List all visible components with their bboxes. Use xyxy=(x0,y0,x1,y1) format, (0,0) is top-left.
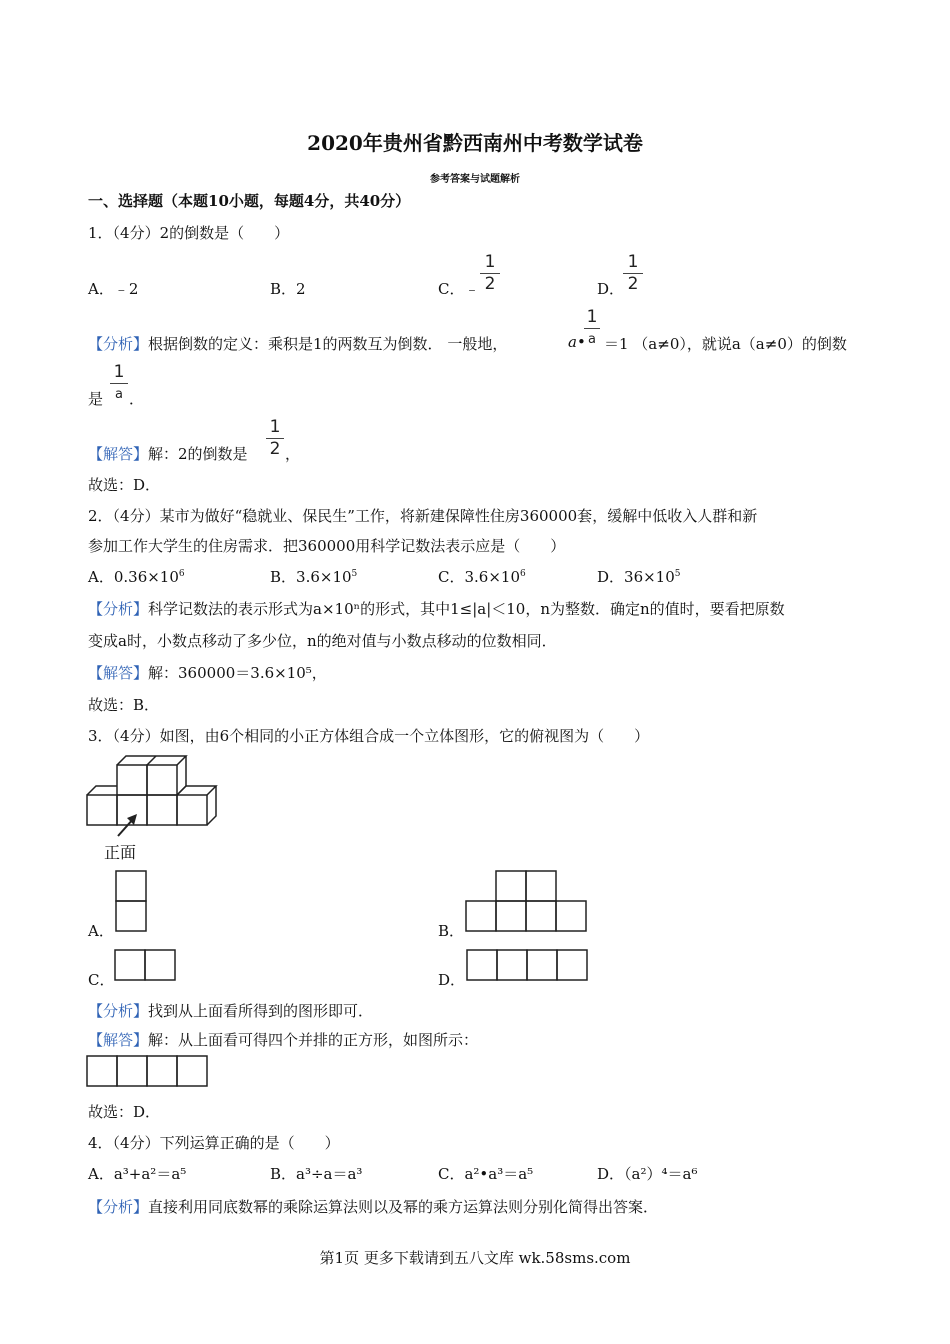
q2-stem-2: 参加工作大学生的住房需求．把360000用科学记数法表示应是（ ） xyxy=(88,537,566,555)
q3-option-c-figure xyxy=(114,949,176,981)
section-heading: 一、选择题（本题10小题，每题4分，共40分） xyxy=(88,192,411,210)
q3-analysis: 【分析】找到从上面看所得到的图形即可． xyxy=(88,1002,374,1020)
q2-option-c: C．$3.6\times 10^6$ xyxy=(438,568,526,586)
q4-option-a: A．a³+a²＝a⁵ xyxy=(88,1165,187,1183)
q2-option-d: D．$36\times 10^5$ xyxy=(597,568,681,586)
answer-tag: 【解答】 xyxy=(88,445,149,463)
q2-analysis-1: 【分析】科学记数法的表示形式为a×10ⁿ的形式，其中1≤|a|＜10，n为整数．确定n的值时，要看把原数 xyxy=(88,600,785,618)
q4-analysis: 【分析】直接利用同底数幂的乘除运算法则以及幂的乘方运算法则分别化简得出答案． xyxy=(88,1198,659,1216)
page-footer: 第1页 更多下载请到五八文库 wk.58sms.com xyxy=(319,1249,631,1267)
q4-option-d: D．（a²）⁴＝a⁶ xyxy=(597,1165,698,1183)
analysis-tag: 【分析】 xyxy=(88,335,149,353)
q1-analysis-fraction: 1 a xyxy=(584,308,600,349)
q1-analysis: 【分析】根据倒数的定义：乘积是1的两数互为倒数． 一般地， xyxy=(88,335,508,353)
q3-option-c: C． xyxy=(88,971,115,989)
page-subtitle: 参考答案与试题解析 xyxy=(430,174,520,185)
q2-choose: 故选：B． xyxy=(88,696,160,714)
q1-stem: 1．（4分）2的倒数是（ ） xyxy=(88,224,290,242)
page-title: 2020年贵州省黔西南州中考数学试卷 xyxy=(307,131,643,155)
q1-analysis-fraction-2: 1 a xyxy=(110,363,128,404)
q1-option-c: C．﹣ xyxy=(438,280,480,298)
q3-option-b: B． xyxy=(438,922,465,940)
q4-option-b: B．a³÷a＝a³ xyxy=(270,1165,363,1183)
q2-analysis-2: 变成a时，小数点移动了多少位，n的绝对值与小数点移动的位数相同． xyxy=(88,632,557,650)
q1-option-a: A．﹣2 xyxy=(88,280,139,298)
q1-answer: 【解答】解：2的倒数是 xyxy=(88,445,248,463)
q3-option-a-figure xyxy=(115,870,147,932)
q2-option-b: B．$3.6\times 10^5$ xyxy=(270,568,358,586)
q2-stem-1: 2．（4分）某市为做好“稳就业、保民生”工作，将新建保障性住房360000套，缓解中低收入人群和新 xyxy=(88,507,758,525)
q1-analysis-a: a• xyxy=(568,333,586,351)
q3-option-d: D． xyxy=(438,971,466,989)
q1-choose: 故选：D． xyxy=(88,476,161,494)
q3-option-d-figure xyxy=(466,949,588,981)
q1-option-d: D． xyxy=(597,280,625,298)
q1-answer-fraction: 1 2 xyxy=(266,418,284,459)
q3-option-a: A． xyxy=(88,922,114,940)
q3-stem: 3．（4分）如图，由6个相同的小正方体组合成一个立体图形，它的俯视图为（ ） xyxy=(88,727,650,745)
q2-answer: 【解答】解：360000＝3.6×10⁵， xyxy=(88,664,327,682)
q1-option-d-fraction: 1 2 xyxy=(623,253,643,294)
q4-stem: 4．（4分）下列运算正确的是（ ） xyxy=(88,1134,340,1152)
q3-front-arrow xyxy=(112,812,142,840)
q3-choose: 故选：D． xyxy=(88,1103,161,1121)
q3-solid-figure xyxy=(86,752,226,832)
q3-answer-figure xyxy=(86,1055,208,1087)
q1-analysis-cont: ＝1 （a≠0），就说a（a≠0）的倒数 xyxy=(604,335,847,353)
q2-option-a: A．$0.36\times 10^6$ xyxy=(88,568,185,586)
q1-analysis-line2: 是 xyxy=(88,390,104,408)
q3-front-label: 正面 xyxy=(104,843,137,862)
q3-answer: 【解答】解：从上面看可得四个并排的正方形，如图所示： xyxy=(88,1031,479,1049)
q1-option-b: B．2 xyxy=(270,280,306,298)
q3-option-b-figure xyxy=(465,870,587,932)
q4-option-c: C．a²•a³＝a⁵ xyxy=(438,1165,534,1183)
q1-option-c-fraction: 1 2 xyxy=(480,253,500,294)
